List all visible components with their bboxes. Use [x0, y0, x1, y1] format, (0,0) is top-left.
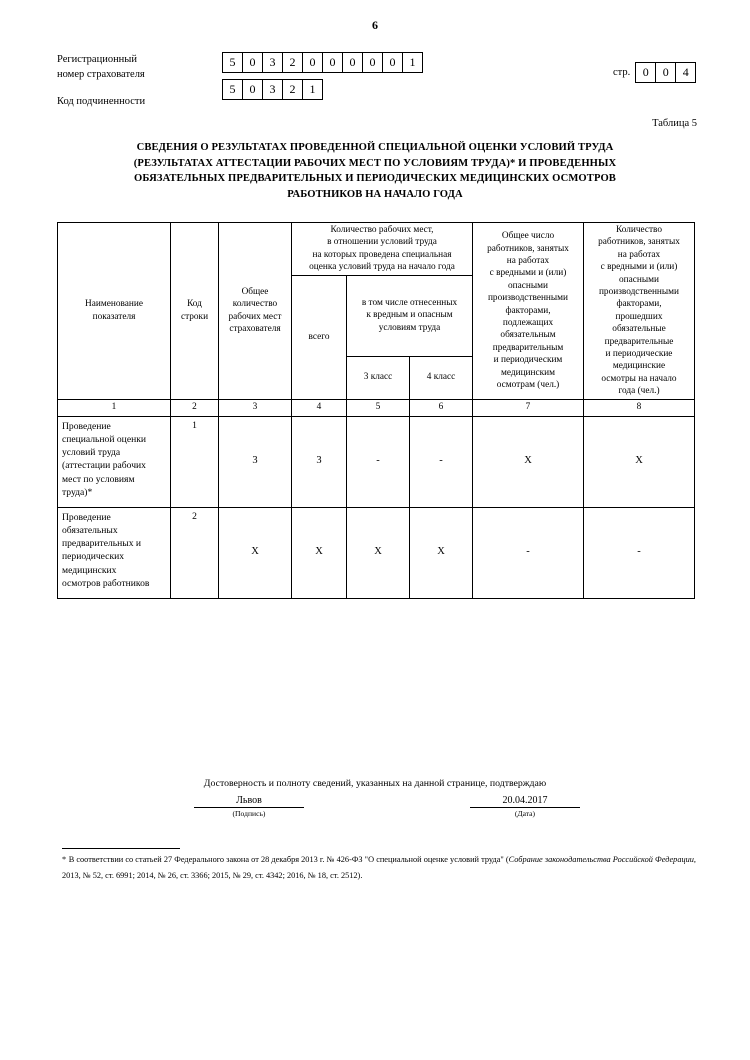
col-header-code-l2: строки [180, 311, 209, 322]
harmful-group-l1: в том числе отнесенных [361, 298, 458, 309]
row-value-cell-class3[interactable]: - [347, 416, 410, 507]
footnote-text-part2: , 2013, № 52, ст. 6991; 2014, № 26, ст. 3366; 2015, № 29, ст. 4342; 2016, № 18, ст. 2512). [62, 855, 696, 880]
title-line-4: РАБОТНИКОВ НА НАЧАЛО ГОДА [287, 188, 463, 200]
table-body [58, 416, 695, 598]
title-line-1: СВЕДЕНИЯ О РЕЗУЛЬТАТАХ ПРОВЕДЕННОЙ СПЕЦИАЛЬНОЙ ОЦЕНКИ УСЛОВИЙ ТРУДА [136, 142, 614, 153]
column-number-cell: 5 [347, 399, 410, 416]
subordination-digit[interactable]: 1 [302, 79, 323, 100]
col-header-name [58, 223, 171, 400]
column-number-cell: 6 [410, 399, 473, 416]
col-header-code-l1: Код [187, 299, 202, 310]
registration-number-field[interactable] [222, 52, 602, 73]
col-header-8-line: на работах [617, 249, 661, 260]
col-header-8-line: с вредными и (или) [600, 262, 678, 273]
str-digit[interactable]: 0 [635, 62, 656, 83]
registration-digit[interactable]: 0 [322, 52, 343, 73]
subordination-label: Код подчиненности [57, 96, 146, 107]
row-value-cell-total-places[interactable]: Х [219, 507, 292, 598]
signature-area [0, 795, 750, 835]
col-header-class3: 3 класс [347, 356, 410, 399]
col-header-total-l2: количество [232, 299, 278, 310]
col-header-8 [584, 223, 695, 400]
date-rule [470, 807, 580, 808]
signature-value[interactable]: Львов [236, 795, 262, 806]
col-header-total-l3: рабочих мест [228, 311, 282, 322]
str-value-field[interactable] [635, 62, 695, 83]
str-digit[interactable]: 0 [655, 62, 676, 83]
col-header-7-line: подлежащих [502, 318, 554, 329]
row-name-line: мест по условиям [62, 473, 135, 485]
column-number-cell: 4 [292, 399, 347, 416]
col-header-7-line: факторами, [505, 305, 551, 316]
table-5-wrapper [57, 222, 694, 599]
row-name-line: Проведение [62, 511, 111, 523]
row-value-cell-class4[interactable]: Х [410, 507, 473, 598]
str-digit[interactable]: 4 [675, 62, 696, 83]
col-header-8-line: и периодические [605, 349, 673, 360]
table-column-numbers-row [58, 399, 695, 416]
row-name-line: периодических [62, 551, 125, 563]
subordination-code-field[interactable] [222, 79, 602, 100]
confirmation-text: Достоверность и полноту сведений, указанных на данной странице, подтверждаю [203, 778, 547, 789]
col-header-7-line: обязательным [500, 330, 556, 341]
registration-digit[interactable]: 0 [302, 52, 323, 73]
row-name-line: условий труда [62, 447, 121, 459]
col-header-class4: 4 класс [410, 356, 473, 399]
registration-digit[interactable]: 0 [242, 52, 263, 73]
row-code-cell: 1 [171, 416, 219, 507]
date-value[interactable]: 20.04.2017 [502, 795, 548, 806]
row-value-cell-col8[interactable]: Х [584, 416, 695, 507]
registration-label-line2: номер страхователя [57, 69, 145, 80]
row-value-cell-class3[interactable]: Х [347, 507, 410, 598]
harmful-group-l2: к вредным и опасным [366, 310, 453, 321]
registration-digit[interactable]: 0 [362, 52, 383, 73]
col-header-8-line: медицинские [612, 361, 666, 372]
col-header-7-line: осмотрам (чел.) [496, 380, 560, 391]
row-value-cell-vsego[interactable]: 3 [292, 416, 347, 507]
col-header-8-line: осмотры на начало [601, 373, 677, 384]
signature-caption: (Подпись) [232, 809, 266, 818]
group-assessed-l1: Количество рабочих мест, [330, 225, 434, 235]
title-line-2: (РЕЗУЛЬТАТАХ АТТЕСТАЦИИ РАБОЧИХ МЕСТ ПО УСЛОВИЯМ ТРУДА)* И ПРОВЕДЕННЫХ [133, 157, 617, 169]
column-number-cell: 8 [584, 399, 695, 416]
subordination-digit[interactable]: 0 [242, 79, 263, 100]
registration-digit[interactable]: 0 [382, 52, 403, 73]
row-name-line: специальной оценки [62, 433, 147, 445]
footnote-marker: * [62, 855, 67, 864]
col-header-8-line: прошедших [615, 311, 663, 322]
footnote-divider [62, 848, 180, 849]
table-header-row-1 [58, 223, 695, 276]
col-header-7-line: и периодическим [493, 355, 563, 366]
col-header-8-line: Количество [615, 225, 663, 235]
row-value-cell-col7[interactable]: - [473, 507, 584, 598]
col-header-7-line: с вредными и (или) [489, 268, 567, 279]
registration-digit[interactable]: 1 [402, 52, 423, 73]
col-header-7-line: предварительным [492, 342, 564, 353]
registration-digit[interactable]: 2 [282, 52, 303, 73]
row-code-cell: 2 [171, 507, 219, 598]
row-name-line: труда)* [62, 486, 93, 498]
table-row [58, 507, 695, 598]
col-header-7-line: опасными [508, 280, 548, 291]
col-header-name-l1: Наименование [85, 299, 143, 310]
row-value-cell-total-places[interactable]: 3 [219, 416, 292, 507]
harmful-group-l3: условиям труда [378, 322, 441, 333]
str-label: стр. [613, 67, 631, 78]
header-labels [57, 52, 222, 109]
col-header-7-lines [475, 230, 581, 391]
col-header-name-l2: показателя [92, 311, 136, 322]
col-header-8-line: факторами, [616, 299, 662, 310]
column-number-cell: 3 [219, 399, 292, 416]
row-name-line: обязательных [62, 524, 118, 536]
col-header-vsego: всего [292, 275, 347, 399]
table-number-label: Таблица 5 [652, 118, 697, 129]
column-number-cell: 7 [473, 399, 584, 416]
date-block [470, 795, 580, 818]
col-header-8-line: работников, занятых [598, 237, 680, 248]
col-header-8-line: года (чел.) [618, 386, 660, 397]
col-header-7-line: производственными [487, 293, 569, 304]
page-number-field-group [613, 62, 695, 83]
group-assessed-l3: на которых проведена специальная [312, 249, 452, 260]
col-header-8-lines [586, 224, 692, 398]
title-line-3: ОБЯЗАТЕЛЬНЫХ ПРЕДВАРИТЕЛЬНЫХ И ПЕРИОДИЧЕСКИХ МЕДИЦИНСКИХ ОСМОТРОВ [134, 173, 616, 184]
table-5 [57, 222, 695, 599]
footnote [62, 852, 696, 883]
col-header-total-places [219, 223, 292, 400]
row-name-line: Проведение [62, 420, 111, 432]
column-number-cell: 2 [171, 399, 219, 416]
col-header-7-line: Общее число [501, 231, 555, 242]
registration-digit[interactable]: 0 [342, 52, 363, 73]
page-title [75, 140, 675, 202]
signature-rule [194, 807, 304, 808]
table-row [58, 416, 695, 507]
row-value-cell-col7[interactable]: Х [473, 416, 584, 507]
group-assessed-l4: оценка условий труда на начало года [309, 262, 455, 273]
col-header-7-line: работников, занятых [487, 243, 569, 254]
subordination-digit[interactable]: 3 [262, 79, 283, 100]
row-name-line: осмотров работников [62, 577, 150, 589]
date-caption: (Дата) [514, 809, 536, 818]
row-name-line: предварительных и [62, 538, 142, 550]
page-number: 6 [372, 18, 378, 32]
col-header-total-l1: Общее [241, 287, 269, 298]
row-value-cell-vsego[interactable]: Х [292, 507, 347, 598]
row-name-cell [58, 416, 171, 507]
row-value-cell-class4[interactable]: - [410, 416, 473, 507]
col-header-7 [473, 223, 584, 400]
registration-digit[interactable]: 3 [262, 52, 283, 73]
col-header-harmful-group [347, 275, 473, 356]
footnote-text-part1: В соответствии со статьей 27 Федерального закона от 28 декабря 2013 г. № 426-ФЗ "О специальной оценке условий труда" ( [66, 855, 509, 864]
row-name-line: (аттестации рабочих [62, 460, 146, 472]
col-header-8-line: опасными [619, 274, 659, 285]
registration-label-line1: Регистрационный [57, 54, 137, 65]
signature-block [194, 795, 304, 818]
col-header-total-l4: страхователя [229, 324, 281, 335]
col-header-8-line: обязательные [612, 324, 666, 335]
column-number-cell: 1 [58, 399, 171, 416]
row-name-cell [58, 507, 171, 598]
col-header-7-line: медицинским [500, 367, 556, 378]
form-header [57, 52, 697, 109]
footnote-italic-part: Собрание законодательства Российской Федерации [508, 855, 694, 864]
registration-digit[interactable]: 5 [222, 52, 243, 73]
subordination-digit[interactable]: 5 [222, 79, 243, 100]
row-name-line: медицинских [62, 564, 117, 576]
group-assessed-l2: в отношении условий труда [327, 237, 437, 248]
row-value-cell-col8[interactable]: - [584, 507, 695, 598]
col-header-8-line: производственными [598, 287, 680, 298]
col-header-code [171, 223, 219, 400]
col-header-8-line: предварительные [604, 336, 674, 347]
col-header-7-line: на работах [506, 256, 550, 267]
col-header-group-assessed [292, 223, 473, 276]
subordination-digit[interactable]: 2 [282, 79, 303, 100]
